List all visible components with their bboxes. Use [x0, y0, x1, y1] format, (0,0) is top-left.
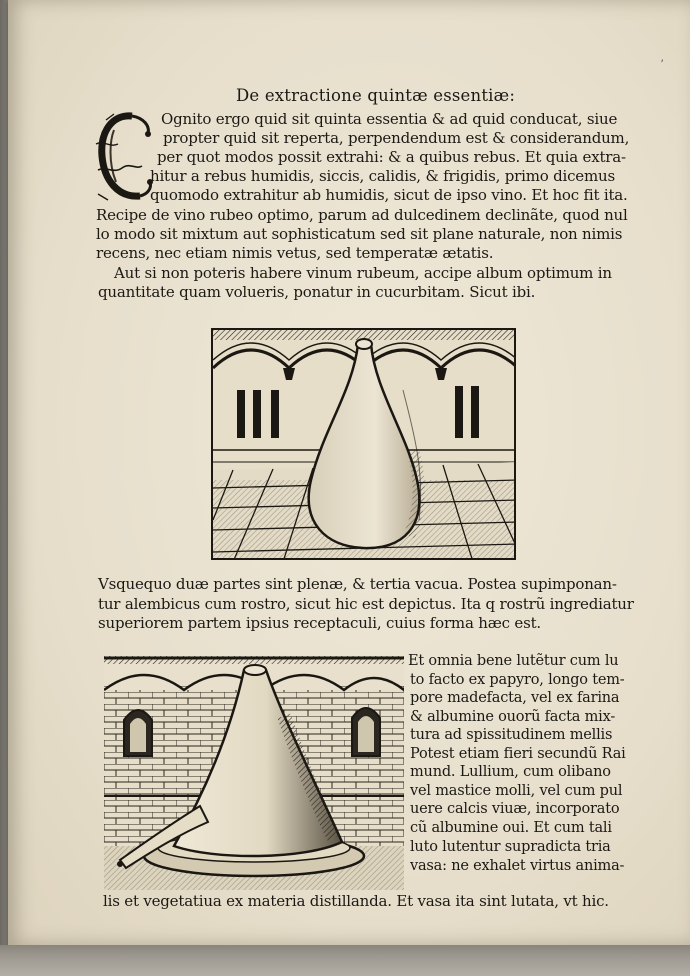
corner-mark: ʼ	[660, 58, 664, 71]
side-line-12: vasa: ne exhalet virtus anima-	[410, 858, 625, 874]
scan-bottom-edge	[0, 945, 690, 976]
side-line-7: mund. Lullium, cum olibano	[410, 764, 611, 780]
body-line-1: Recipe de vino rubeo optimo, parum ad dulcedinem declinãte, quod nul	[96, 206, 628, 224]
body-line-2: lo modo sit mixtum aut sophisticatum sed sit plane naturale, non nimis	[96, 225, 623, 243]
intro-line-1: Ognito ergo quid sit quinta essentia & ad quid conducat, siue	[161, 110, 618, 128]
page-title: De extractione quintæ essentiæ:	[236, 86, 516, 105]
side-line-2: to facto ex papyro, longo tem-	[410, 672, 625, 688]
cucurbit-woodcut-figure	[211, 328, 516, 560]
alembic-woodcut-figure	[104, 656, 404, 890]
body-line-4: Aut si non poteris habere vinum rubeum, accipe album optimum in	[114, 264, 612, 282]
intro-line-2: propter quid sit reperta, perpendendum est & considerandum,	[163, 129, 630, 147]
intro-line-3: per quot modos possit extrahi: & a quibus rebus. Et quia extra-	[157, 148, 626, 166]
side-line-8: vel mastice molli, vel cum pul	[410, 783, 623, 799]
final-line: lis et vegetatiua ex materia distillanda. Et vasa ita sint lutata, vt hic.	[103, 892, 609, 910]
body-line-7: tur alembicus cum rostro, sicut hic est depictus. Ita q rostrũ ingrediatur	[98, 595, 634, 613]
initial-letter-text	[92, 110, 93, 111]
side-line-6: Potest etiam fieri secundũ Rai	[410, 746, 626, 762]
body-line-6: Vsquequo duæ partes sint plenæ, & tertia vacua. Postea supimponan-	[98, 575, 617, 593]
side-line-9: uere calcis viuæ, incorporato	[410, 801, 620, 817]
side-line-10: cũ albumine oui. Et cum tali	[410, 820, 612, 836]
decorated-initial-icon	[92, 110, 158, 204]
side-line-1: Et omnia bene lutẽtur cum lu	[408, 653, 619, 669]
intro-line-4: hitur a rebus humidis, siccis, calidis, & frigidis, primo dicemus	[150, 167, 615, 185]
body-line-8: superiorem partem ipsius receptaculi, cuius forma hæc est.	[98, 614, 541, 632]
side-line-11: luto lutentur supradicta tria	[410, 839, 611, 855]
body-line-3: recens, nec etiam nimis vetus, sed temperatæ ætatis.	[96, 244, 494, 262]
side-line-5: tura ad spissitudinem mellis	[410, 727, 613, 743]
intro-line-5: quomodo extrahitur ab humidis, sicut de ipso vino. Et hoc fit ita.	[150, 186, 628, 204]
side-line-3: pore madefacta, vel ex farina	[410, 690, 620, 706]
side-line-4: & albumine ouorũ facta mix-	[410, 709, 616, 725]
body-line-5: quantitate quam volueris, ponatur in cucurbitam. Sicut ibi.	[98, 283, 536, 301]
